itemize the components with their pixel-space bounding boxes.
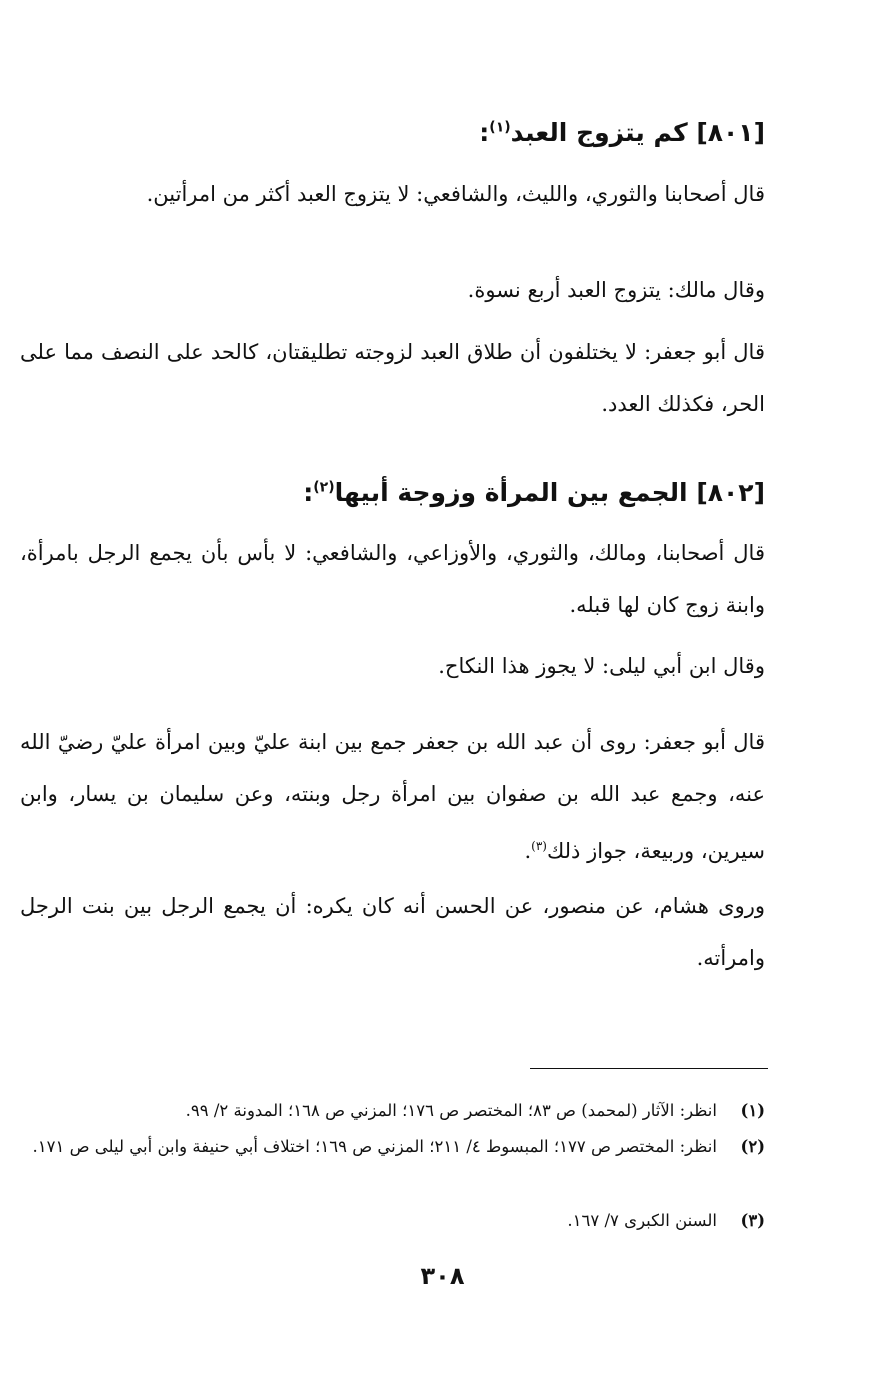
paragraph: وقال مالك: يتزوج العبد أربع نسوة. [467, 278, 765, 302]
footnote-1 [20, 1094, 765, 1128]
section-number: [٨٠٢] [696, 478, 765, 507]
footnote-number: (٢) [740, 1137, 765, 1156]
paragraph: وروى هشام، عن منصور، عن الحسن أنه كان يكره: أن يجمع الرجل بين بنت الرجل وامرأته. [20, 894, 765, 970]
section-title: كم يتزوج العبد [510, 118, 688, 147]
paragraph: قال أصحابنا والثوري، والليث، والشافعي: لا يتزوج العبد أكثر من امرأتين. [146, 182, 765, 206]
section-heading-802: [٨٠٢] الجمع بين المرأة وزوجة أبيها$^{(٢)}$: [303, 478, 765, 507]
section-number: [٨٠١] [696, 118, 765, 147]
paragraph: قال أصحابنا، ومالك، والثوري، والأوزاعي، والشافعي: لا بأس بأن يجمع الرجل بامرأة، وابنة زوج كان لها قبله. [20, 541, 765, 617]
section-heading-801: [٨٠١] كم يتزوج العبد$^{(١)}$: [479, 118, 765, 147]
paragraph: قال أبو جعفر: لا يختلفون أن طلاق العبد لزوجته تطليقتان، كالحد على النصف مما على الحر، فكذلك العدد. [20, 340, 765, 416]
footnote-divider [530, 1068, 768, 1069]
footnote-2 [20, 1130, 765, 1164]
footnote-marker: (١) [489, 119, 511, 136]
page-number: ٣٠٨ [420, 1262, 465, 1290]
footnote-text: انظر: المختصر ص ١٧٧؛ المبسوط ٤/ ٢١١؛ المزني ص ١٦٩؛ اختلاف أبي حنيفة وابن أبي ليلى ص ١٧١. [32, 1137, 717, 1156]
footnote-number: (١) [740, 1101, 765, 1120]
footnote-3 [20, 1204, 765, 1238]
footnote-text: السنن الكبرى ٧/ ١٦٧. [567, 1211, 717, 1230]
section-title: الجمع بين المرأة وزوجة أبيها [334, 478, 688, 507]
footnote-marker: (٣) [531, 839, 547, 853]
paragraph: وقال ابن أبي ليلى: لا يجوز هذا النكاح. [438, 654, 765, 678]
paragraph: قال أبو جعفر: روى أن عبد الله بن جعفر جمع بين ابنة عليّ وبين امرأة عليّ رضيّ الله عنه، وجمع عبد الله بن صفوان بين امرأة رجل وبنته، وعن سليمان بن يسار، وابن سيرين، وربيعة، جواز ذلك$^{(٣)}$. [20, 730, 765, 863]
footnote-text: انظر: الآثار (لمحمد) ص ٨٣؛ المختصر ص ١٧٦؛ المزني ص ١٦٨؛ المدونة ٢/ ٩٩. [185, 1101, 717, 1120]
footnote-number: (٣) [740, 1211, 765, 1230]
footnote-marker: (٢) [313, 479, 335, 496]
